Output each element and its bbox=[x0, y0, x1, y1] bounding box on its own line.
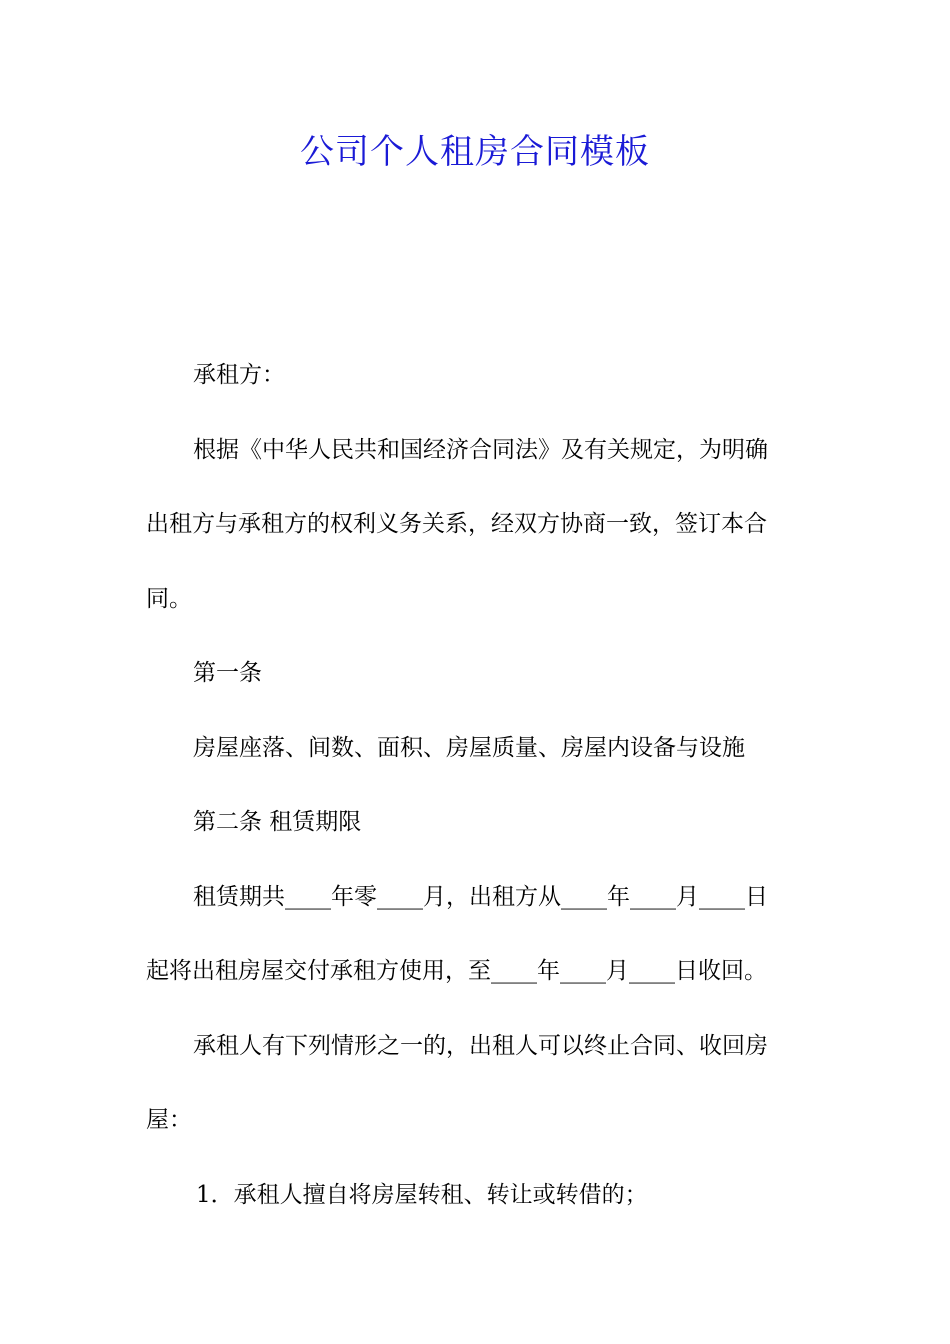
preamble-line-1: 根据《中华人民共和国经济合同法》及有关规定，为明确 bbox=[193, 436, 768, 463]
lease-term-line-2: 起将出租房屋交付承租方使用，至____年____月____日收回。 bbox=[146, 958, 767, 984]
document-title: 公司个人租房合同模板 bbox=[300, 132, 650, 172]
list-item: 1．承租人擅自将房屋转租、转让或转借的； bbox=[196, 1181, 648, 1208]
article-2-heading: 第二条 租赁期限 bbox=[193, 809, 362, 835]
preamble-line-2: 出租方与承租方的权利义务关系，经双方协商一致，签订本合 bbox=[146, 511, 767, 537]
lease-term-line-1: 租赁期共____年零____月，出租方从____年____月____日 bbox=[193, 883, 768, 910]
document-body bbox=[146, 338, 806, 1232]
termination-line-2: 屋： bbox=[146, 1107, 192, 1133]
article-1-heading: 第一条 bbox=[193, 660, 262, 686]
article-1-content: 房屋座落、间数、面积、房屋质量、房屋内设备与设施 bbox=[193, 734, 745, 761]
termination-line-1: 承租人有下列情形之一的，出租人可以终止合同、收回房 bbox=[193, 1032, 768, 1059]
lessee-line: 承租方： bbox=[193, 362, 285, 388]
preamble-line-3: 同。 bbox=[146, 585, 192, 612]
